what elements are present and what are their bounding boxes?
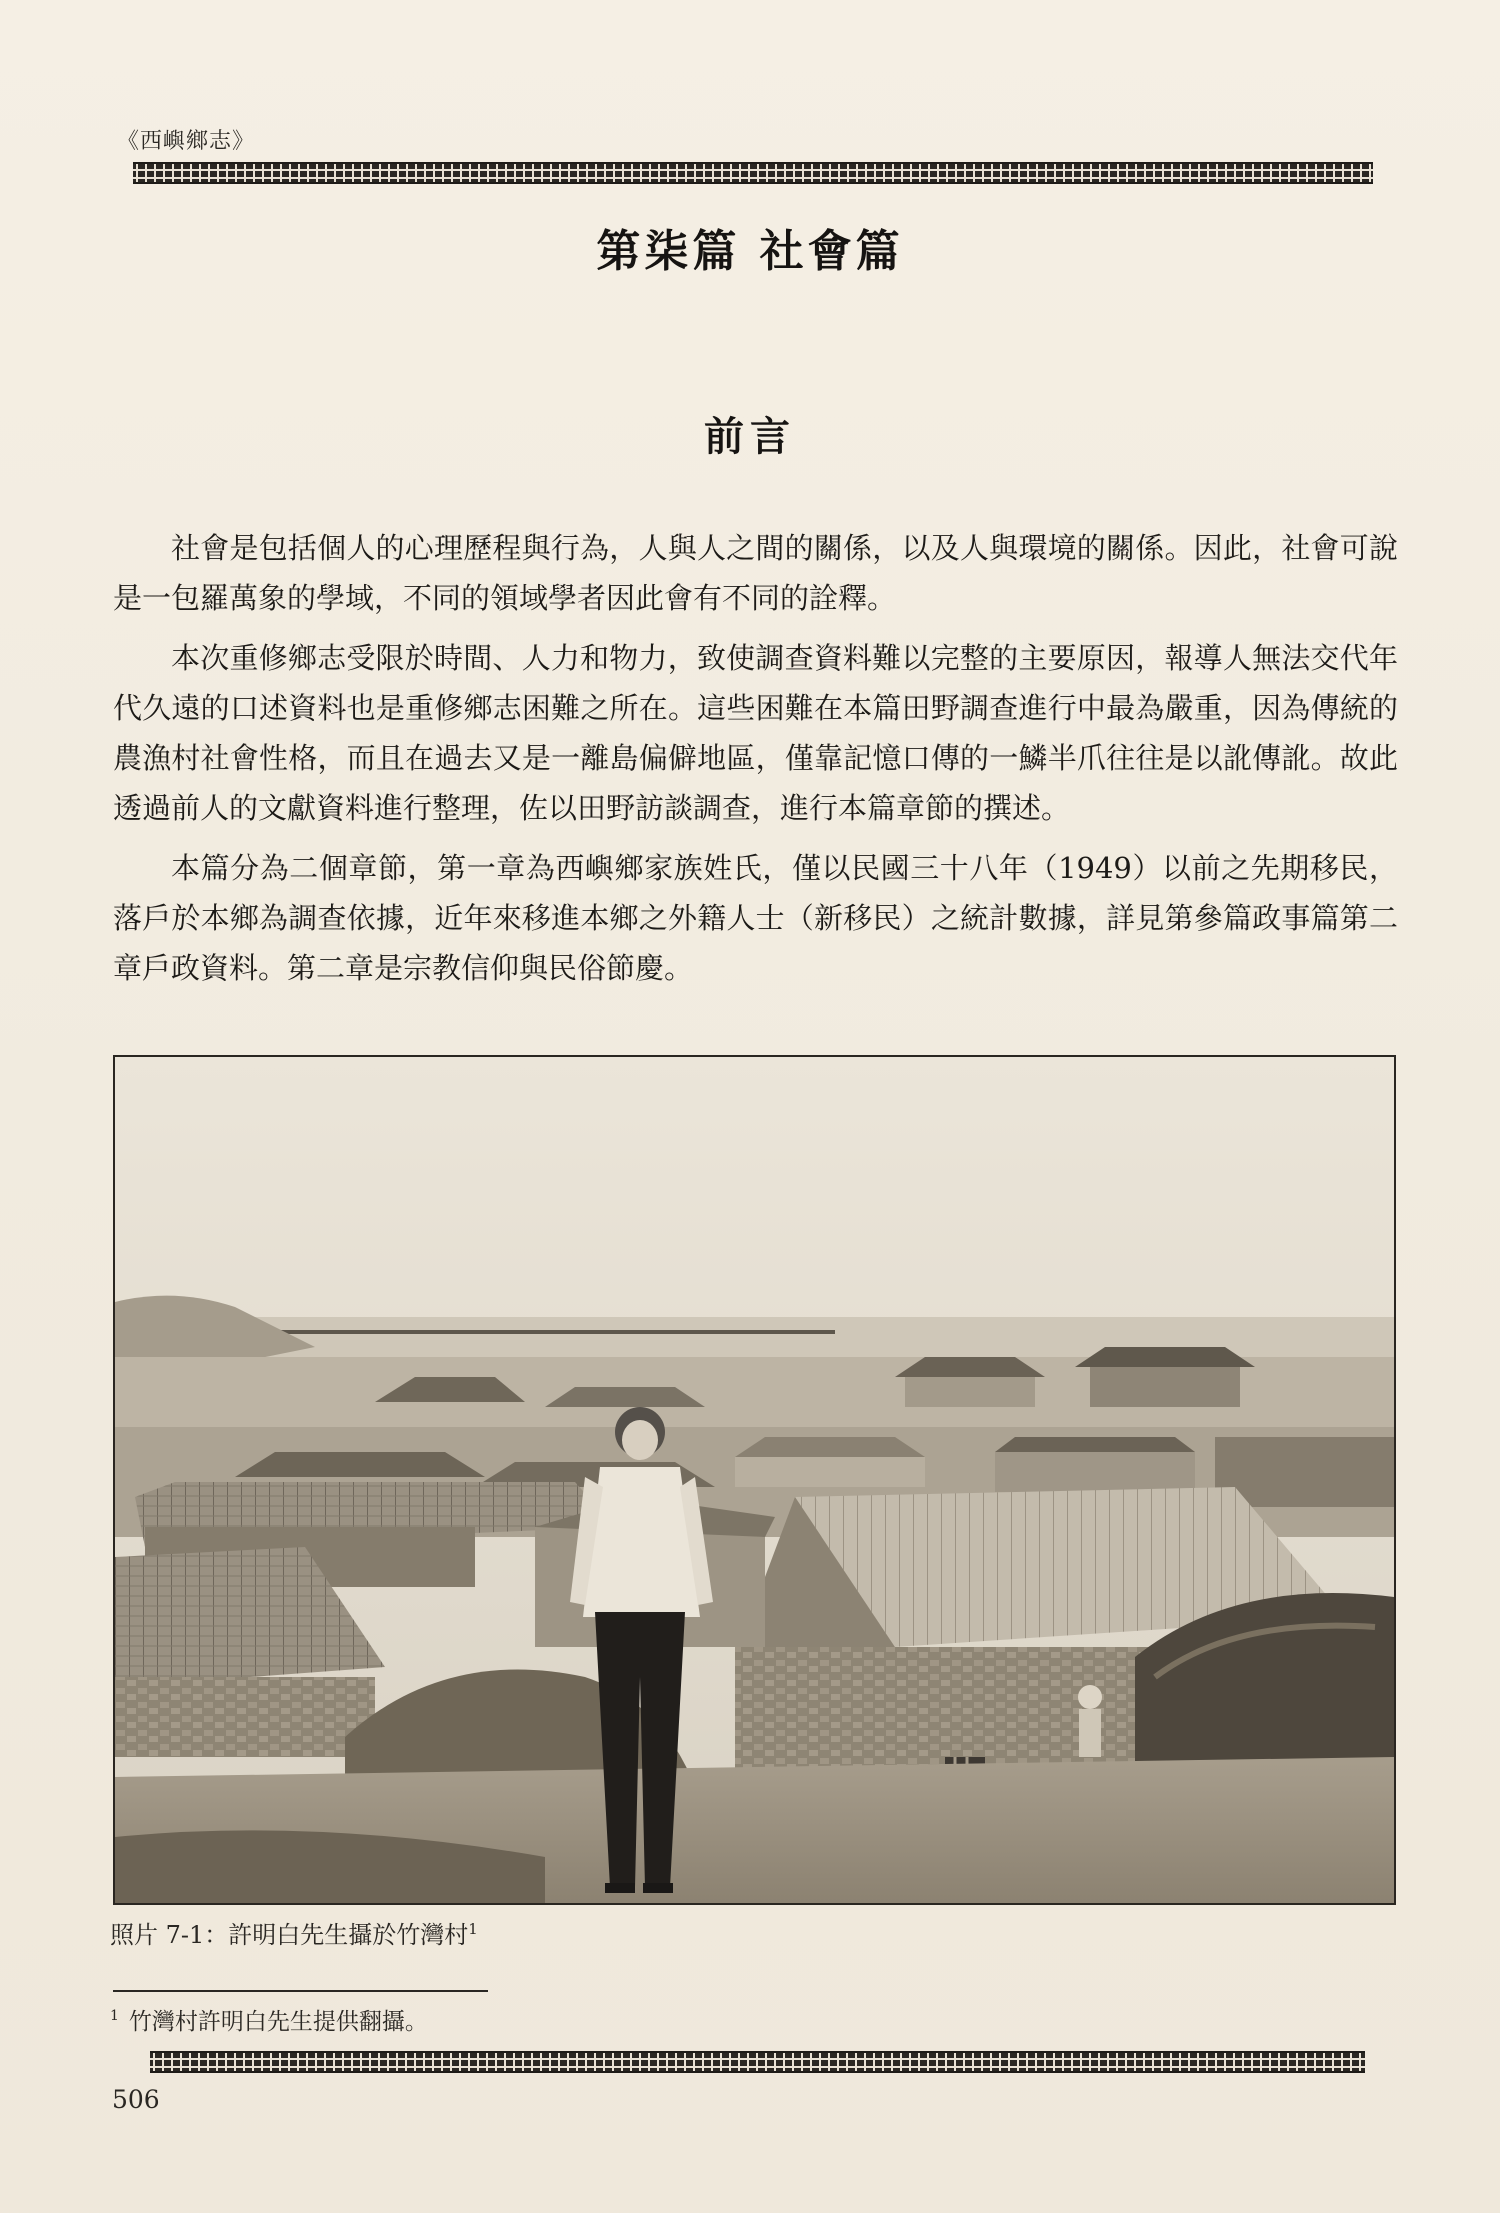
paragraph-1: 社會是包括個人的心理歷程與行為，人與人之間的關係，以及人與環境的關係。因此，社會可說是一包羅萬象的學域，不同的領域學者因此會有不同的詮釋。: [113, 531, 1398, 615]
part-title: 第柒篇 社會篇: [596, 226, 904, 277]
section-title: 前言: [704, 413, 796, 460]
photo-caption: [110, 1915, 478, 1950]
footnote-number: 1: [110, 2008, 119, 2025]
decorative-border-top: [133, 162, 1373, 184]
paragraph-3: 本篇分為二個章節，第一章為西嶼鄉家族姓氏，僅以民國三十八年（1949）以前之先期移民，落戶於本鄉為調查依據，近年來移進本鄉之外籍人士（新移民）之統計數據，詳見第參篇政事篇第二章戶政資料。第二章是宗教信仰與民俗節慶。: [113, 851, 1398, 985]
caption-footnote-ref: 1: [468, 1920, 478, 1938]
footnote-text: 竹灣村許明白先生提供翻攝。: [128, 2009, 428, 2035]
photo-caption-text: 照片 7-1：許明白先生攝於竹灣村: [110, 1921, 469, 1949]
page-number: 506: [112, 2085, 160, 2114]
village-photo: [113, 1055, 1396, 1905]
running-head: 《西嶼鄉志》: [117, 129, 256, 154]
footnote-divider: [113, 1990, 488, 1992]
body-text: [113, 523, 1398, 1003]
footnote: [110, 2003, 428, 2036]
paragraph-2: 本次重修鄉志受限於時間、人力和物力，致使調查資料難以完整的主要原因，報導人無法交代年代久遠的口述資料也是重修鄉志困難之所在。這些困難在本篇田野調查進行中最為嚴重，因為傳統的農漁村社會性格，而且在過去又是一離島偏僻地區，僅靠記憶口傳的一鱗半爪往往是以訛傳訛。故此透過前人的文獻資料進行整理，佐以田野訪談調查，進行本篇章節的撰述。: [113, 641, 1398, 825]
decorative-border-bottom: [150, 2051, 1365, 2073]
